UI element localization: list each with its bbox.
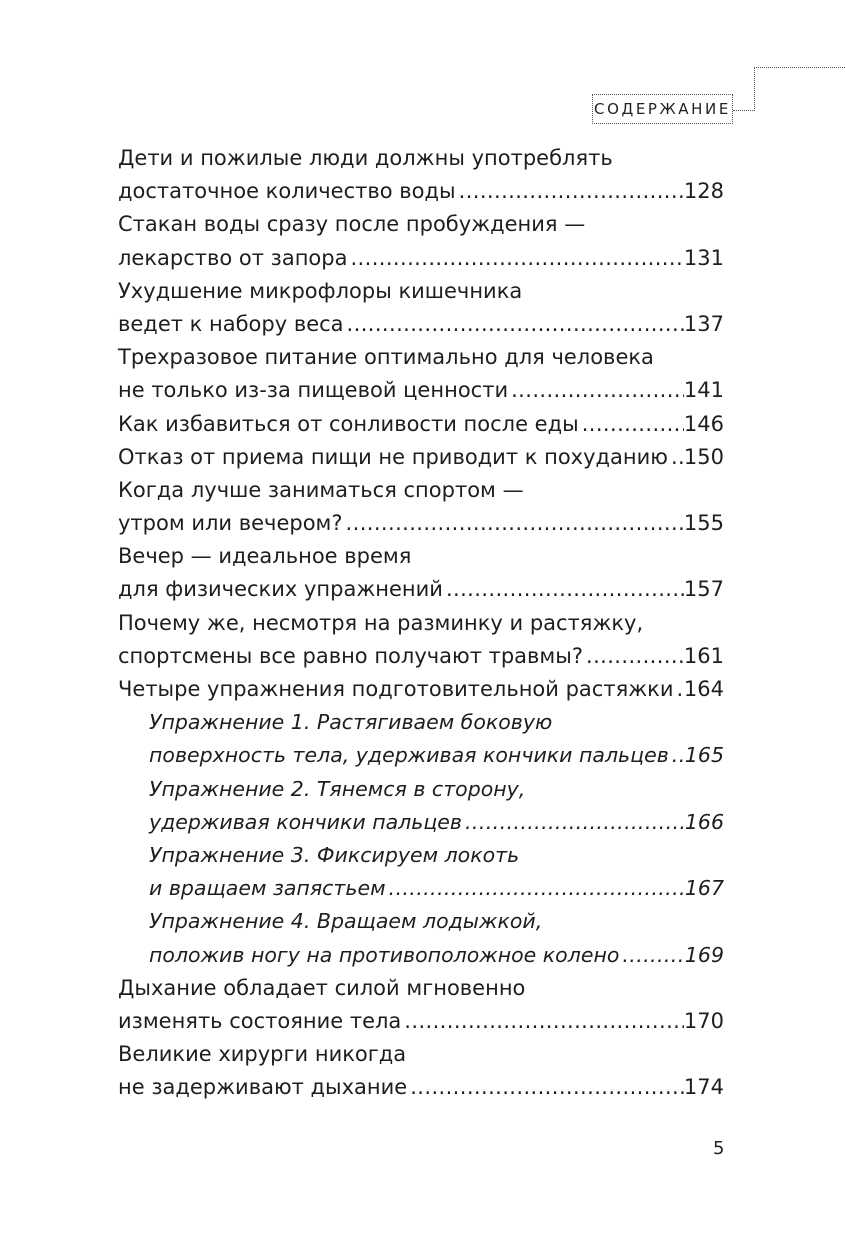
- toc-entry-title: не задерживают дыхание: [118, 1075, 408, 1100]
- toc-entry-title: Упражнение 3. Фиксируем локоть: [149, 842, 520, 867]
- toc-page-number: 137: [683, 311, 724, 336]
- toc-entry-line-with-page: [118, 573, 724, 606]
- toc-page-number: 146: [683, 411, 724, 436]
- toc-entry-title: удерживая кончики пальцев: [149, 809, 462, 834]
- dot-leader: [401, 1005, 684, 1038]
- toc-entry-title: Упражнение 2. Тянемся в сторону,: [149, 776, 526, 801]
- toc-entry: [118, 474, 724, 540]
- section-header: [592, 94, 733, 124]
- toc-entry-title: Упражнение 4. Вращаем лодыжкой,: [149, 909, 543, 934]
- toc-entry-line-with-page: [118, 872, 724, 905]
- toc-entry-title: для физических упражнений: [118, 577, 443, 602]
- toc-entry-title: Стакан воды сразу после пробуждения —: [118, 212, 586, 237]
- toc-page-number: 131: [683, 245, 724, 270]
- toc-page-number: 161: [683, 643, 724, 668]
- toc-page-number: 128: [683, 179, 724, 204]
- dot-leader: [619, 939, 684, 972]
- toc-entry-title: Вечер — идеальное время: [118, 544, 412, 569]
- toc-entry-line-with-page: [118, 739, 724, 772]
- toc-entry-title: Трехразовое питание оптимально для человека: [118, 345, 654, 370]
- dot-leader: [347, 242, 683, 275]
- toc-entry-line: [118, 773, 724, 806]
- toc-page-number: 165: [684, 743, 724, 768]
- toc-entry-line: [118, 142, 724, 175]
- toc-entry-title: Почему же, несмотря на разминку и растяжку,: [118, 610, 644, 635]
- dot-leader: [456, 175, 684, 208]
- dot-leader: [443, 573, 684, 606]
- toc-entry-title: Четыре упражнения подготовительной растяжки: [118, 677, 674, 701]
- toc-entry: [118, 208, 724, 274]
- dot-leader: [344, 308, 684, 341]
- toc-entry-title: Как избавиться от сонливости после еды: [118, 411, 579, 436]
- dotted-rule-top: [754, 67, 845, 68]
- toc-entry-line-with-page: [118, 806, 724, 839]
- dot-leader: [579, 408, 684, 441]
- toc-entry-line-with-page: [118, 175, 724, 208]
- dot-leader: [407, 1071, 684, 1104]
- toc-entry-line: [118, 972, 724, 1005]
- dot-leader: [668, 441, 684, 474]
- toc-entry-title: ведет к набору веса: [118, 311, 344, 336]
- toc-entry: [118, 441, 724, 474]
- dot-leader: [343, 507, 684, 540]
- dot-leader: [462, 806, 685, 839]
- toc-entry-line: [118, 474, 724, 507]
- toc-entry-title: Ухудшение микрофлоры кишечника: [118, 278, 523, 303]
- toc-page-number: 166: [684, 809, 724, 834]
- toc-entry-title: положив ногу на противоположное колено: [149, 942, 620, 967]
- toc-entry-title: Великие хирурги никогда: [118, 1042, 407, 1067]
- toc-entry-title: утром или вечером?: [118, 511, 343, 536]
- toc-entry-line-with-page: [118, 507, 724, 540]
- toc-entry-title: Дыхание обладает силой мгновенно: [118, 975, 526, 1000]
- toc-subentry: [118, 839, 724, 905]
- dot-leader: [669, 739, 685, 772]
- toc-page-number: 167: [684, 876, 724, 901]
- toc-entry: [118, 275, 724, 341]
- toc-entry-line: [118, 341, 724, 374]
- toc-entry-line: [118, 1038, 724, 1071]
- toc-entry: [118, 540, 724, 606]
- toc-entry-title: Когда лучше заниматься спортом —: [118, 477, 524, 502]
- dotted-rule-vertical: [754, 67, 755, 111]
- toc-entry-title: и вращаем запястьем: [149, 876, 386, 901]
- toc-page-number: 155: [683, 511, 724, 536]
- dot-leader: [508, 374, 684, 407]
- toc-entry-line: [118, 839, 724, 872]
- toc-subentry: [118, 706, 724, 772]
- table-of-contents: [118, 142, 724, 1104]
- toc-entry-title: Дети и пожилые люди должны употреблять: [118, 146, 613, 170]
- toc-page-number: 157: [683, 577, 724, 602]
- toc-entry: [118, 972, 724, 1038]
- toc-entry-title: достаточное количество воды: [118, 179, 456, 204]
- toc-page-number: 164: [683, 677, 724, 701]
- toc-entry: [118, 673, 724, 706]
- toc-entry-title: не только из-за пищевой ценности: [118, 378, 509, 403]
- toc-page-number: 150: [683, 444, 724, 469]
- toc-page-number: 141: [683, 378, 724, 403]
- toc-entry-line-with-page: [118, 308, 724, 341]
- section-header-label: СОДЕРЖАНИЕ: [594, 100, 731, 118]
- toc-entry-title: Упражнение 1. Растягиваем боковую: [149, 710, 553, 735]
- toc-entry-title: поверхность тела, удерживая кончики пальцев: [149, 743, 669, 768]
- toc-entry-line: [118, 540, 724, 573]
- toc-entry-title: Отказ от приема пищи не приводит к похуданию: [118, 444, 668, 469]
- dot-leader: [673, 673, 683, 706]
- toc-page-number: 169: [684, 942, 724, 967]
- toc-entry-line-with-page: [118, 1071, 724, 1104]
- toc-entry-line-with-page: [118, 242, 724, 275]
- toc-entry-title: лекарство от запора: [118, 245, 348, 270]
- toc-entry-line: [118, 905, 724, 938]
- toc-entry-line-with-page: [118, 640, 724, 673]
- page-number: 5: [713, 1138, 725, 1159]
- toc-page-number: 174: [683, 1075, 724, 1100]
- toc-subentry: [118, 905, 724, 971]
- toc-entry-line-with-page: [118, 673, 724, 706]
- toc-entry: [118, 142, 724, 208]
- toc-entry-line-with-page: [118, 1005, 724, 1038]
- toc-entry-line: [118, 275, 724, 308]
- toc-entry-line: [118, 706, 724, 739]
- toc-entry: [118, 341, 724, 407]
- toc-entry-line-with-page: [118, 939, 724, 972]
- toc-entry-line: [118, 607, 724, 640]
- toc-entry-title: спортсмены все равно получают травмы?: [118, 643, 583, 668]
- toc-entry: [118, 607, 724, 673]
- toc-entry-line-with-page: [118, 374, 724, 407]
- toc-entry-line-with-page: [118, 441, 724, 474]
- dotted-rule-connector: [733, 110, 755, 111]
- dot-leader: [386, 872, 685, 905]
- toc-entry-line: [118, 208, 724, 241]
- toc-subentry: [118, 773, 724, 839]
- toc-entry-line-with-page: [118, 408, 724, 441]
- toc-entry: [118, 1038, 724, 1104]
- toc-page-number: 170: [683, 1008, 724, 1033]
- dot-leader: [583, 640, 684, 673]
- toc-entry: [118, 408, 724, 441]
- toc-entry-title: изменять состояние тела: [118, 1008, 402, 1033]
